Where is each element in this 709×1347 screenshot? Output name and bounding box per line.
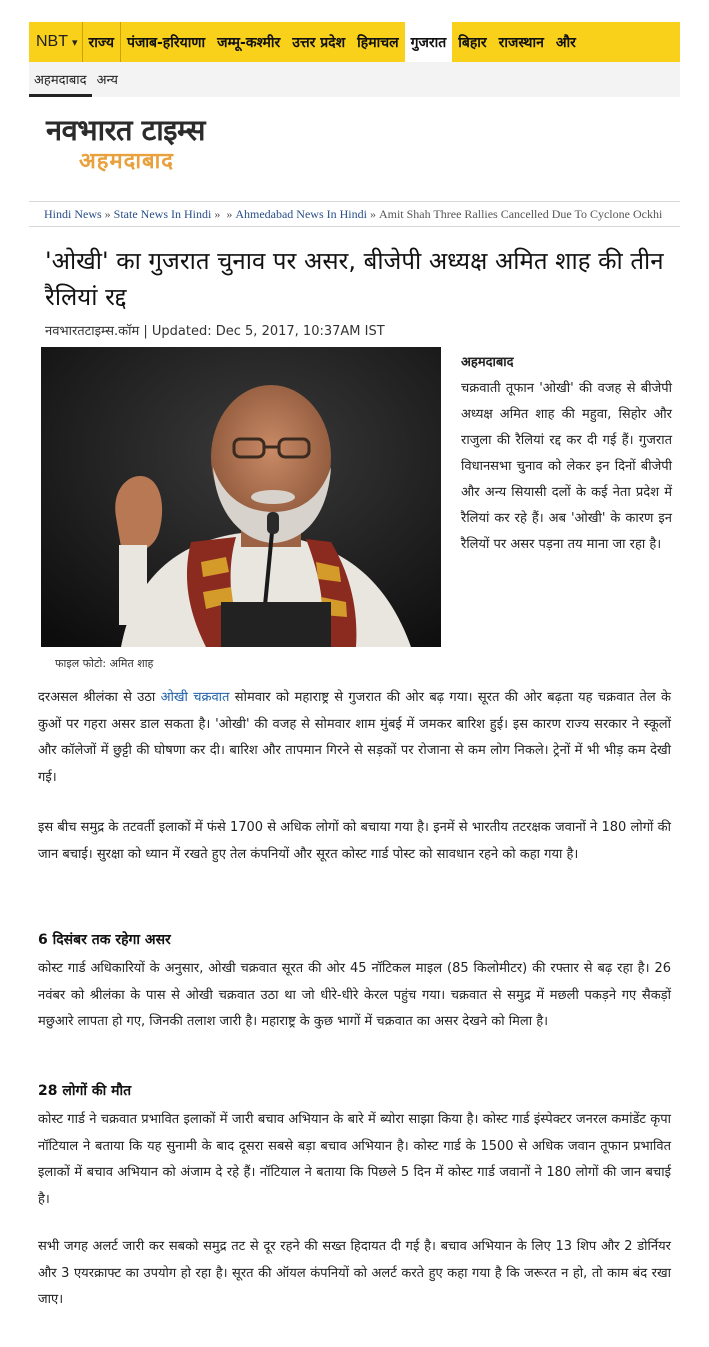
paragraph-5: सभी जगह अलर्ट जारी कर सबको समुद्र तट से दूर रहने की सख्त हिदायत दी गई है। बचाव अभियान के लिए 13 शिप और 2 डोर्नियर और 3 एयरक्राफ्ट का उपयोग हो रहा है। सूरत की ऑयल कंपनियों को अलर्ट करते हुए कहा गया है कि जरूरत न हो, तो काम बंद रखा जाए। [38, 1239, 671, 1307]
masthead-logo[interactable] [46, 113, 205, 177]
paragraph-4: कोस्ट गार्ड ने चक्रवात प्रभावित इलाकों में जारी बचाव अभियान के बारे में ब्योरा साझा किया है। कोस्ट गार्ड इंस्पेक्टर जनरल कमांडेंट कृपा नॉटियाल ने बताया कि यह सुनामी के बाद दूसरा सबसे बड़ा बचाव अभियान है। कोस्ट गार्ड के 1500 से अधिक जवान तूफान प्रभावित इलाकों में बचाव अभियान को अंजाम दे रहे हैं। नॉटियाल ने बताया कि पिछले 5 दिन में कोस्ट गार्ड जवानों ने 180 लोगों की जान बचाई है। [38, 1112, 671, 1207]
nav-item-punjab-haryana[interactable]: पंजाब-हरियाणा [127, 34, 206, 51]
image-caption: फाइल फोटो: अमित शाह [55, 657, 154, 670]
paragraph-1-end: सोमवार को महाराष्ट्र से गुजरात की ओर बढ़ गया। सूरत की ओर बढ़ता यह चक्रवात तेल के कुओं पर गहरा असर डाल सकता है। 'ओखी' की वजह से सोमवार शाम मुंबई में जमकर बारिश हुई। इस कारण राज्य सरकार ने स्कूलों और कॉलेजों में छुट्टी की घोषणा कर दी। बारिश और तापमान गिरने से सड़कों पर रोजाना से कम लोग निकले। ट्रेनों में भी भीड़ कम देखी गई। [38, 690, 671, 785]
dateline-location: अहमदाबाद [461, 355, 514, 370]
breadcrumb-state-news[interactable]: State News In Hindi [113, 206, 212, 221]
article-source[interactable]: नवभारतटाइम्स.कॉम [45, 324, 140, 339]
article-headline: 'ओखी' का गुजरात चुनाव पर असर, बीजेपी अध्यक्ष अमित शाह की तीन रैलियां रद्द [45, 247, 664, 311]
subheading-6-december: 6 दिसंबर तक रहेगा असर [38, 932, 171, 948]
nav-item-uttar-pradesh[interactable]: उत्तर प्रदेश [292, 34, 346, 51]
breadcrumb [29, 201, 680, 227]
subnav-item-ahmedabad[interactable]: अहमदाबाद [29, 70, 92, 97]
nav-item-himachal[interactable]: हिमाचल [357, 34, 399, 51]
city-name: अहमदाबाद [79, 149, 174, 174]
nbt-label: NBT [36, 33, 68, 50]
paragraph-1-start: दरअसल श्रीलंका से उठा [38, 690, 161, 705]
photo-illustration [41, 347, 441, 647]
subheading-28-deaths: 28 लोगों की मौत [38, 1083, 132, 1099]
breadcrumb-separator: » [369, 206, 376, 221]
nav-item-jammu-kashmir[interactable]: जम्मू-कश्मीर [217, 34, 281, 51]
brand-name: नवभारत टाइम्स [46, 113, 205, 147]
sub-nav-bar [29, 62, 680, 97]
nav-item-gujarat[interactable]: गुजरात [405, 22, 453, 62]
nbt-menu-button[interactable] [29, 22, 82, 62]
breadcrumb-ahmedabad-news[interactable]: Ahmedabad News In Hindi [235, 206, 367, 221]
nav-item-rajasthan[interactable]: राजस्थान [498, 34, 544, 51]
nav-item-bihar[interactable]: बिहार [458, 34, 487, 51]
subnav-item-other[interactable]: अन्य [96, 73, 118, 88]
paragraph-3: कोस्ट गार्ड अधिकारियों के अनुसार, ओखी चक्रवात सूरत की ओर 45 नॉटिकल माइल (85 किलोमीटर) की रफ्तार से बढ़ रहा है। 26 नवंबर को श्रीलंका के पास से ओखी चक्रवात उठा था जो धीरे-धीरे केरल पहुंच गया। चक्रवात से समुद्र में मछली पकड़ने गए सैकड़ों मछुआरे लापता हो गए, जिनकी तलाश जारी है। महाराष्ट्र के कुछ भागों में चक्रवात का असर देखने को मिला है। [38, 961, 671, 1029]
nav-item-more[interactable]: और [555, 34, 576, 51]
breadcrumb-separator: » [226, 206, 233, 221]
breadcrumb-separator: » [104, 206, 111, 221]
article-updated: | Updated: Dec 5, 2017, 10:37AM IST [143, 324, 385, 339]
article-byline [45, 321, 385, 339]
article-intro [461, 350, 672, 558]
top-nav-bar [29, 22, 680, 62]
okhi-cyclone-link[interactable]: ओखी चक्रवात [160, 690, 230, 705]
intro-text: चक्रवाती तूफान 'ओखी' की वजह से बीजेपी अध्यक्ष अमित शाह की महुवा, सिहोर और राजुला की रैलियां रद्द कर दी गई हैं। गुजरात विधानसभा चुनाव को लेकर इन दिनों बीजेपी और अन्य सियासी दलों के कई नेता प्रदेश में रैलियां कर रहे हैं। अब 'ओखी' के कारण इन रैलियों पर असर पड़ना तय माना जा रहा है। [461, 381, 672, 552]
paragraph-2: इस बीच समुद्र के तटवर्ती इलाकों में फंसे 1700 से अधिक लोगों को बचाया गया है। इनमें से भारतीय तटरक्षक जवानों ने 180 लोगों की जान बचाई। सुरक्षा को ध्यान में रखते हुए तेल कंपनियों और सूरत कोस्ट गार्ड पोस्ट को सावधान रहने को कहा गया है। [38, 820, 671, 862]
breadcrumb-current: Amit Shah Three Rallies Cancelled Due To Cyclone Ockhi [378, 206, 663, 221]
nav-item-rajya[interactable]: राज्य [88, 34, 115, 51]
chevron-down-icon: ▾ [72, 36, 78, 49]
breadcrumb-separator: » [214, 206, 221, 221]
breadcrumb-hindi-news[interactable]: Hindi News [44, 206, 102, 221]
article-photo[interactable] [41, 347, 441, 647]
paragraph-1 [38, 685, 671, 791]
